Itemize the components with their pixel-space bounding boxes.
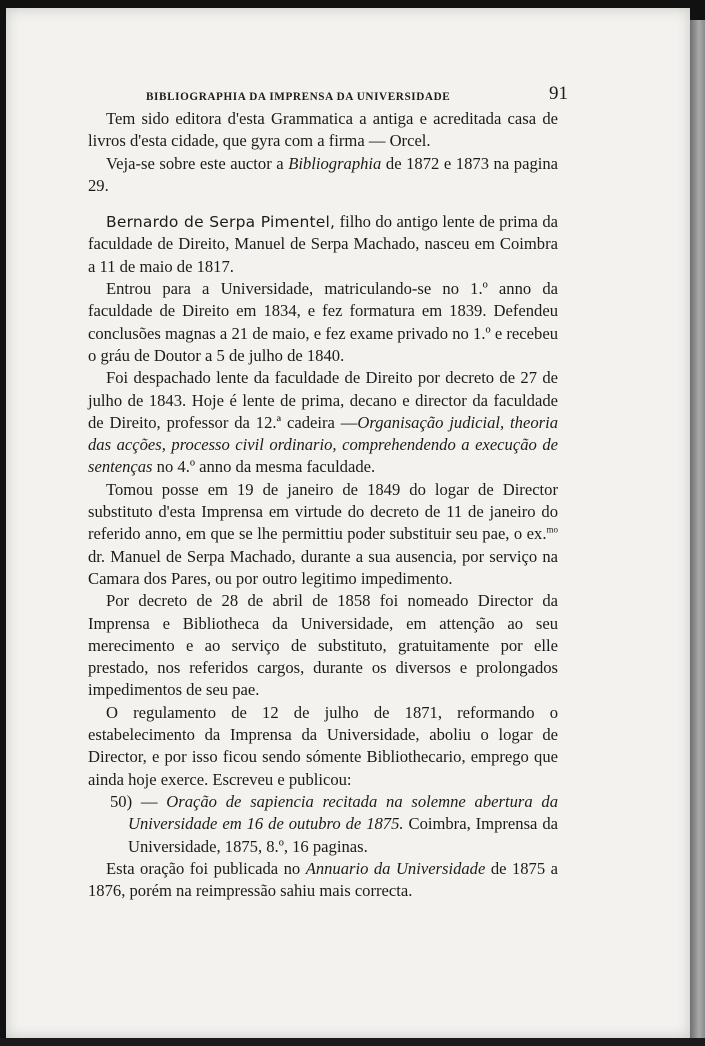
- paragraph-text: de 1872 e 1873 na pagina 29.: [88, 153, 559, 195]
- section-gap: [88, 197, 558, 211]
- running-title: BIBLIOGRAPHIA DA IMPRENSA DA UNIVERSIDADE: [146, 91, 451, 103]
- author-name: Bernardo de Serpa Pimentel,: [106, 213, 336, 232]
- superscript: mo: [546, 524, 558, 535]
- paragraph-text: Veja-se sobre este auctor a: [106, 153, 289, 173]
- paragraph-text: Foi despachado lente da faculdade de Direito por decreto de 27 de julho de 1843. Hoje é lente de prima, decano e director da faculdade de Direito, professor da 12.ª cadeira —: [88, 368, 558, 432]
- paragraph-1: [88, 108, 558, 153]
- course-title: Organisação judicial, theoria das acções, processo civil ordinario, comprehendendo a execução de sentenças: [88, 412, 558, 477]
- paragraph-text: Tomou posse em 19 de janeiro de 1849 do logar de Director substituto d'esta Imprensa em virtude do decreto de 11 de janeiro do referido anno, em que se lhe permittiu poder substituir seu pae, o ex.: [88, 479, 558, 544]
- paragraph-9: [88, 858, 558, 903]
- scan-border: [0, 1038, 705, 1046]
- page-edge: [690, 20, 705, 1046]
- publication-title: Annuario da Universidade: [305, 858, 486, 878]
- paragraph-text: dr. Manuel de Serpa Machado, durante a sua ausencia, por serviço na Camara dos Pares, ou por outro legitimo impedimento.: [88, 546, 558, 588]
- bibliography-entry: [88, 791, 558, 858]
- entry-number: 50) —: [110, 791, 167, 811]
- entry-title: Oração de sapiencia recitada na solemne abertura da Universidade em 16 de outubro de 1875.: [128, 791, 558, 834]
- page-number: 91: [549, 83, 568, 104]
- paragraph-text: filho do antigo lente de prima da faculdade de Direito, Manuel de Serpa Machado, nasceu em Coimbra a 11 de maio de 1817.: [88, 212, 558, 276]
- paragraph-text: Por decreto de 28 de abril de 1858 foi nomeado Director da Imprensa e Bibliotheca da Universidade, em attenção ao seu merecimento e ao serviço de substituto, gratuitamente por elle prestado, nos referidos cargos, durante os diversos e prolongados impedimentos de seu pae.: [88, 591, 558, 700]
- paragraph-text: no 4.º anno da mesma faculdade.: [152, 457, 376, 477]
- paragraph-text: O regulamento de 12 de julho de 1871, reformando o estabelecimento da Imprensa da Universidade, aboliu o logar de Director, e por isso ficou sendo sómente Bibliothecario, emprego que ainda hoje exerce. Escreveu e publicou:: [88, 702, 558, 789]
- paragraph-text: Tem sido editora d'esta Grammatica a antiga e acreditada casa de livros d'esta cidade, que gyra com a firma — Orcel.: [88, 109, 558, 151]
- paragraph-text: de 1875 a 1876, porém na reimpressão sahiu mais correcta.: [88, 858, 558, 901]
- paragraph-2: [88, 153, 558, 198]
- running-header: [88, 80, 568, 108]
- entry-details: Coimbra, Imprensa da Universidade, 1875, 8.º, 16 paginas.: [128, 814, 558, 856]
- book-title: Bibliographia: [288, 153, 382, 173]
- page-content: [88, 80, 568, 902]
- paragraph-6: [88, 479, 558, 590]
- paragraph-5: [88, 367, 558, 478]
- paragraph-text: Entrou para a Universidade, matriculando-se no 1.º anno da faculdade de Direito em 1834, e fez formatura em 1839. Defendeu conclusões magnas a 21 de maio, e fez exame privado no 1.º e recebeu o gráu de Doutor a 5 de julho de 1840.: [88, 279, 558, 365]
- paragraph-8: [88, 702, 558, 791]
- paragraph-4: [88, 278, 558, 367]
- paragraph-text: Esta oração foi publicada no: [106, 858, 306, 878]
- body-text: [88, 108, 558, 902]
- entry-heading-paragraph: [88, 211, 558, 278]
- paragraph-7: [88, 590, 558, 701]
